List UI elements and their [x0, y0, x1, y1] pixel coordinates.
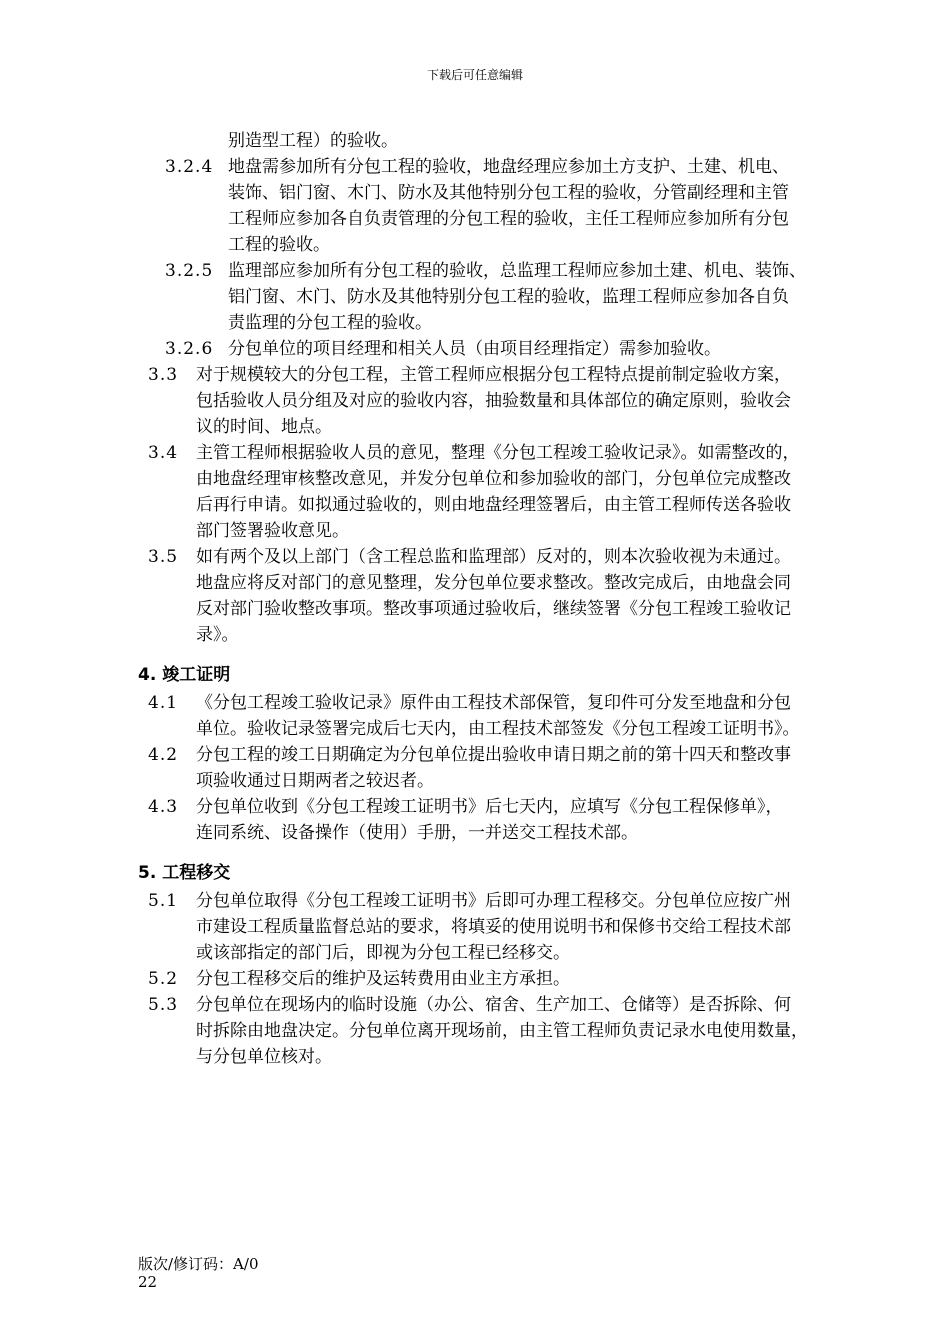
clause-5-1-line: 分包单位取得《分包工程竣工证明书》后即可办理工程移交。分包单位应按广州 — [196, 891, 791, 911]
clause-3-2-5-line: 铝门窗、木门、防水及其他特别分包工程的验收，监理工程师应参加各自负 — [228, 287, 789, 307]
clause-5-2-number: 5.2 — [148, 969, 179, 989]
clause-5-3-line: 分包单位在现场内的临时设施（办公、宿舍、生产加工、仓储等）是否拆除、何 — [196, 995, 791, 1015]
clause-4-2-number: 4.2 — [148, 745, 179, 765]
clause-3-5-number: 3.5 — [148, 547, 179, 567]
clause-3-2-4-line: 工程的验收。 — [228, 235, 330, 255]
clause-3-5-line: 如有两个及以上部门（含工程总监和监理部）反对的，则本次验收视为未通过。 — [196, 547, 791, 567]
version-code: 版次/修订码：A/0 — [138, 1255, 259, 1273]
clause-4-3-line: 连同系统、设备操作（使用）手册，一并送交工程技术部。 — [196, 823, 638, 843]
clause-5-2-line: 分包工程移交后的维护及运转费用由业主方承担。 — [196, 969, 570, 989]
clause-3-2-6-number: 3.2.6 — [165, 339, 214, 359]
clause-4-2-line: 项验收通过日期两者之较迟者。 — [196, 771, 434, 791]
clause-5-1-number: 5.1 — [148, 891, 179, 911]
page-header: 下载后可任意编辑 — [426, 68, 523, 82]
clause-4-1-number: 4.1 — [148, 693, 179, 713]
clause-3-2-4-line: 工程师应参加各自负责管理的分包工程的验收，主任工程师应参加所有分包 — [228, 209, 789, 229]
clause-3-3-line: 对于规模较大的分包工程，主管工程师应根据分包工程特点提前制定验收方案， — [196, 365, 791, 385]
clause-5-1-line: 市建设工程质量监督总站的要求，将填妥的使用说明书和保修书交给工程技术部 — [196, 917, 791, 937]
clause-3-2-4-line: 地盘需参加所有分包工程的验收，地盘经理应参加土方支护、土建、机电、 — [228, 157, 789, 177]
clause-3-5-line: 录》。 — [196, 625, 239, 645]
clause-4-2-line: 分包工程的竣工日期确定为分包单位提出验收申请日期之前的第十四天和整改事 — [196, 745, 791, 765]
clause-5-3-number: 5.3 — [148, 995, 179, 1015]
clause-3-4-line: 由地盘经理审核整改意见，并发分包单位和参加验收的部门，分包单位完成整改 — [196, 469, 791, 489]
clause-3-2-4-line: 装饰、铝门窗、木门、防水及其他特别分包工程的验收，分管副经理和主管 — [228, 183, 789, 203]
clause-cont-line: 别造型工程）的验收。 — [228, 131, 398, 151]
clause-5-1-line: 或该部指定的部门后，即视为分包工程已经移交。 — [196, 943, 570, 963]
clause-3-5-line: 反对部门验收整改事项。整改事项通过验收后，继续签署《分包工程竣工验收记 — [196, 599, 791, 619]
clause-5-3-line: 时拆除由地盘决定。分包单位离开现场前，由主管工程师负责记录水电使用数量， — [196, 1021, 808, 1041]
clause-3-3-number: 3.3 — [148, 365, 179, 385]
clause-4-1-line: 单位。验收记录签署完成后七天内，由工程技术部签发《分包工程竣工证明书》。 — [196, 719, 800, 739]
clause-3-4-line: 部门签署验收意见。 — [196, 521, 349, 541]
clause-3-4-line: 主管工程师根据验收人员的意见，整理《分包工程竣工验收记录》。如需整改的， — [196, 443, 800, 463]
clause-4-3-number: 4.3 — [148, 797, 179, 817]
page-number: 22 — [138, 1273, 158, 1291]
clause-3-2-5-number: 3.2.5 — [165, 261, 214, 281]
section-heading-4: 4. 竣工证明 — [138, 665, 231, 685]
clause-3-2-6-line: 分包单位的项目经理和相关人员（由项目经理指定）需参加验收。 — [228, 339, 721, 359]
clause-3-3-line: 议的时间、地点。 — [196, 417, 332, 437]
section-heading-5: 5. 工程移交 — [138, 863, 231, 883]
clause-4-1-line: 《分包工程竣工验收记录》原件由工程技术部保管，复印件可分发至地盘和分包 — [196, 693, 791, 713]
clause-3-4-line: 后再行申请。如拟通过验收的，则由地盘经理签署后，由主管工程师传送各验收 — [196, 495, 791, 515]
clause-3-2-5-line: 责监理的分包工程的验收。 — [228, 313, 432, 333]
clause-3-3-line: 包括验收人员分组及对应的验收内容，抽验数量和具体部位的确定原则，验收会 — [196, 391, 791, 411]
clause-3-4-number: 3.4 — [148, 443, 179, 463]
clause-4-3-line: 分包单位收到《分包工程竣工证明书》后七天内，应填写《分包工程保修单》， — [196, 797, 783, 817]
clause-3-2-4-number: 3.2.4 — [165, 157, 214, 177]
clause-3-2-5-line: 监理部应参加所有分包工程的验收，总监理工程师应参加土建、机电、装饰、 — [228, 261, 806, 281]
clause-5-3-line: 与分包单位核对。 — [196, 1047, 332, 1067]
clause-3-5-line: 地盘应将反对部门的意见整理，发分包单位要求整改。整改完成后，由地盘会同 — [196, 573, 791, 593]
